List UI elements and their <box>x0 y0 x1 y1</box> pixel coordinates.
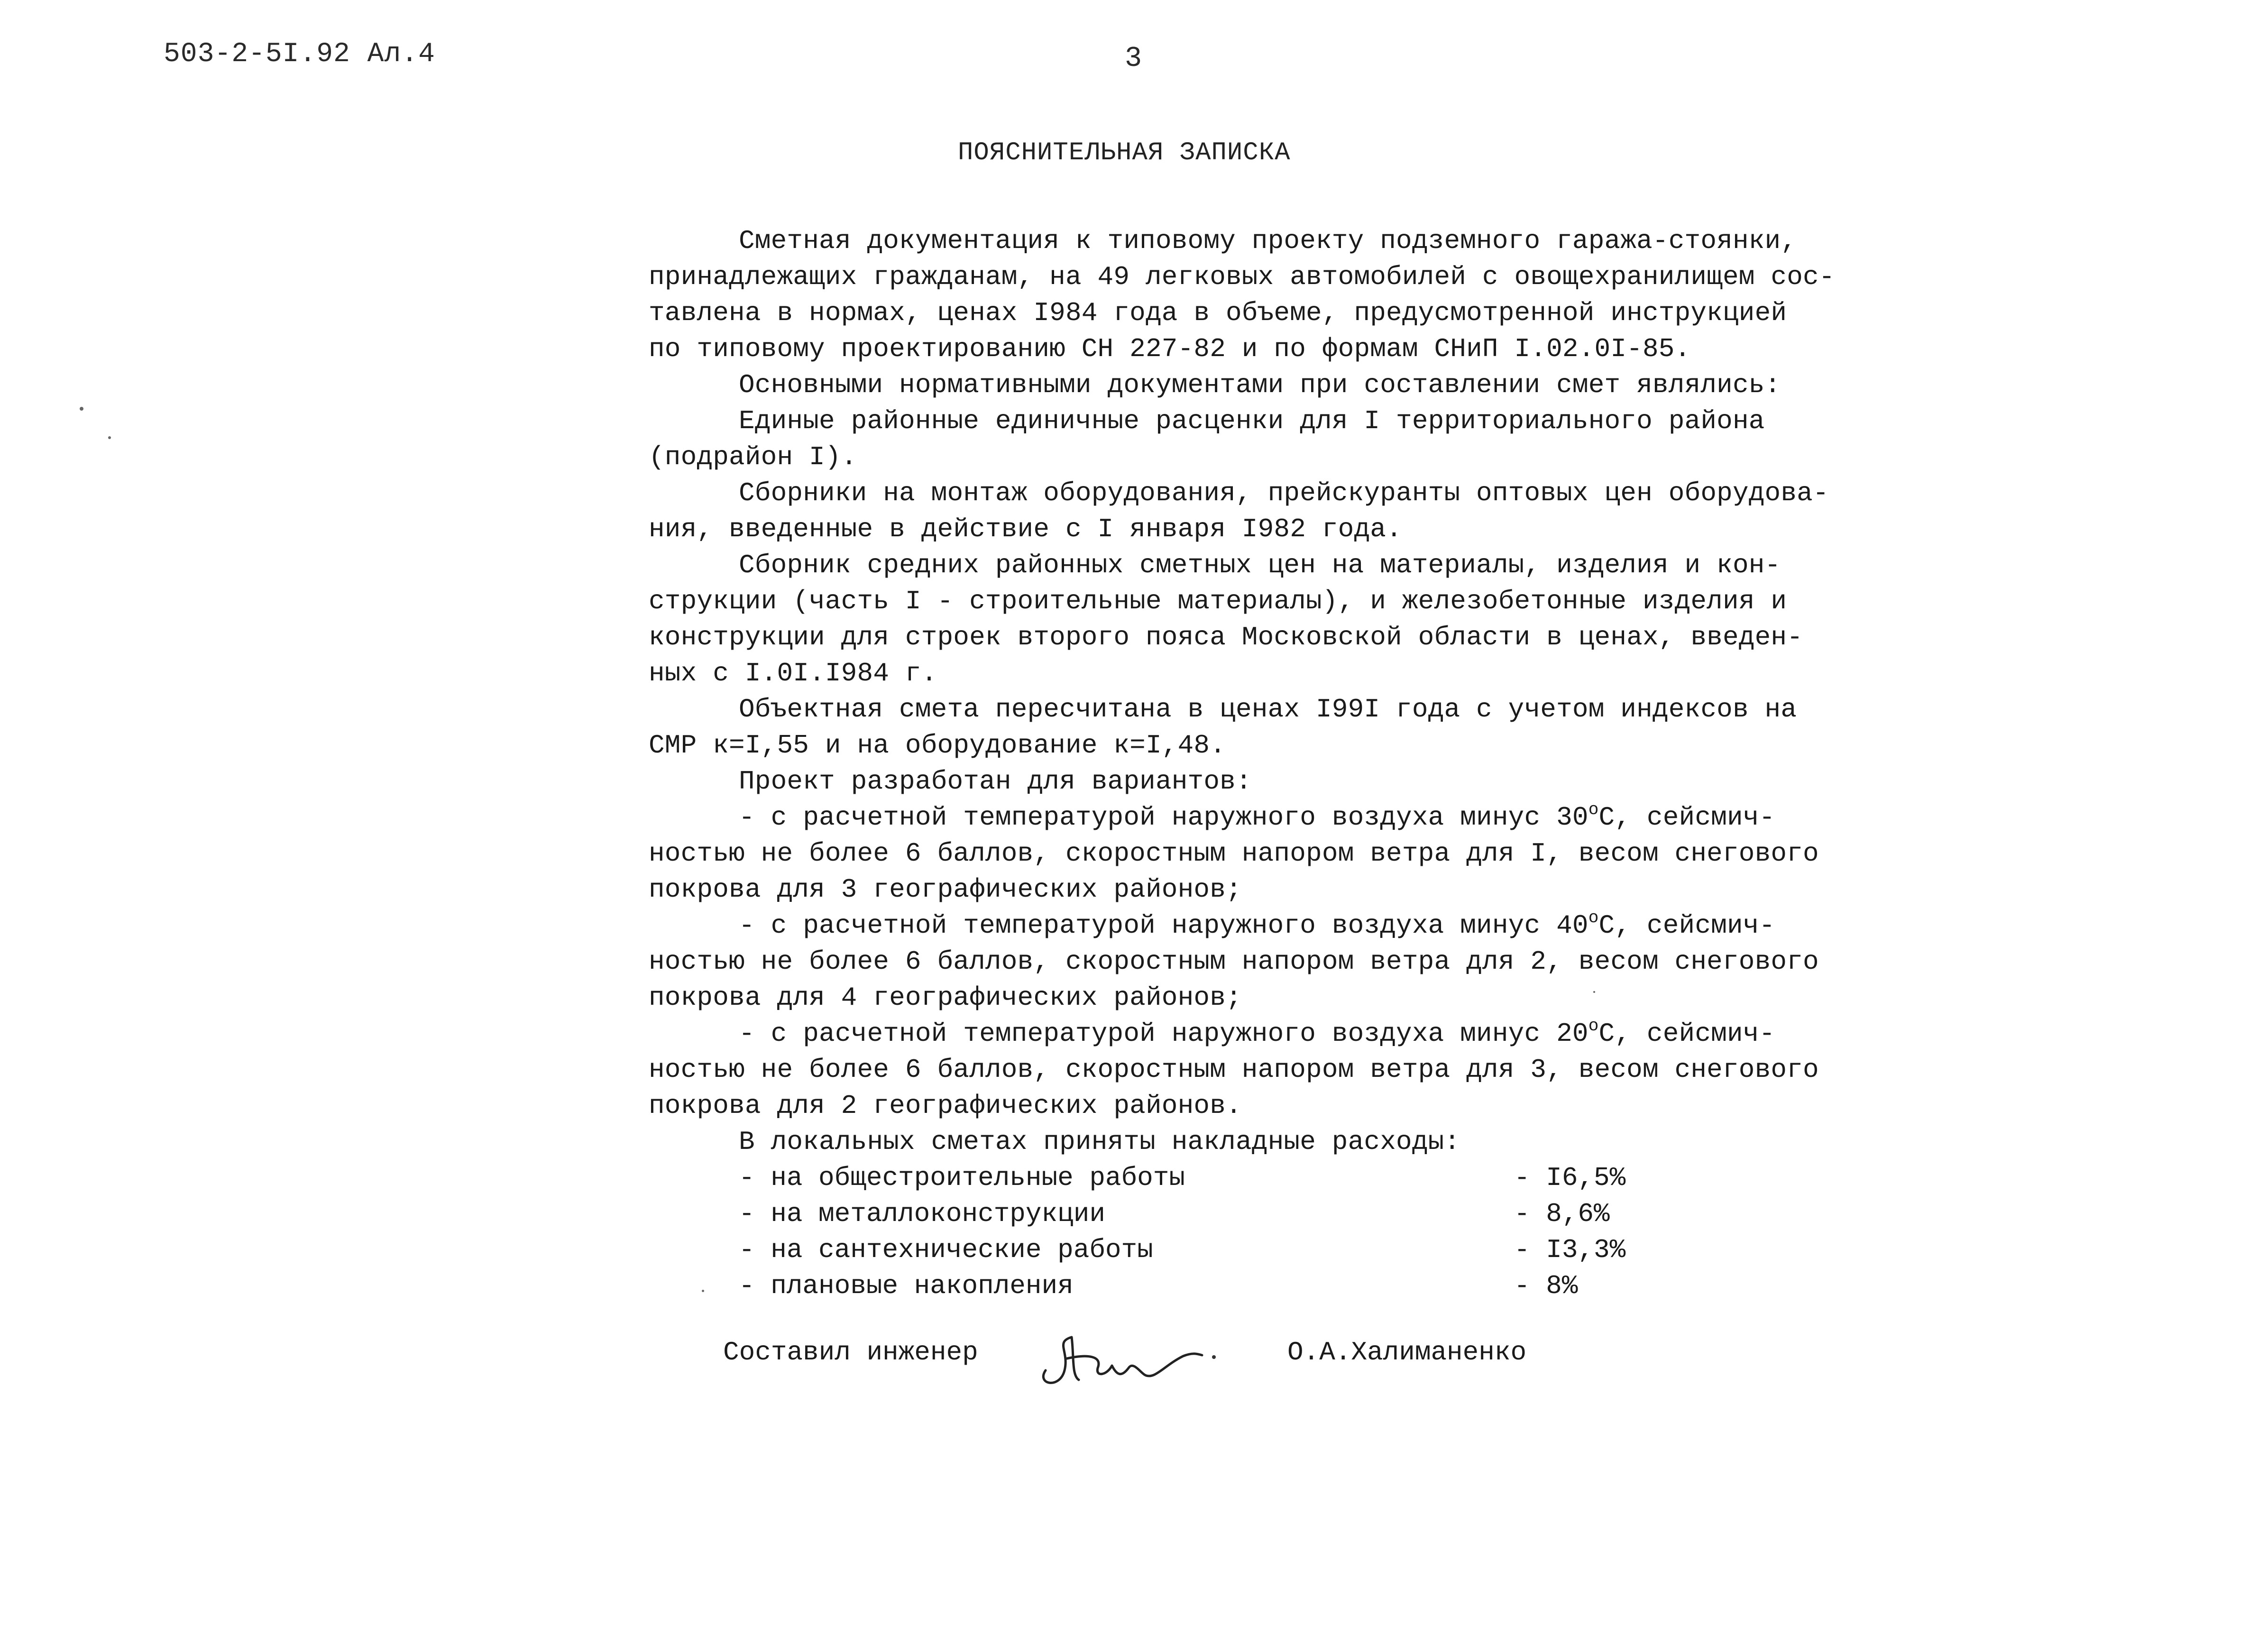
degree-mark: o <box>1588 800 1599 819</box>
paragraph-line: принадлежащих гражданам, на 49 легковых автомобилей с овощехранилищем сос- <box>649 262 1835 292</box>
overhead-row <box>649 1268 1749 1304</box>
paragraph-line: по типовому проектированию СН 227-82 и по формам СНиП I.02.0I-85. <box>649 334 1691 364</box>
scan-speck <box>108 436 111 439</box>
paragraph-line: покрова для 2 географических районов. <box>649 1091 1242 1121</box>
signature-block <box>723 1328 1577 1394</box>
overhead-value: - 8,6% <box>1514 1199 1610 1229</box>
paragraph-line: Объектная смета пересчитана в ценах I99I года с учетом индексов на <box>739 694 1797 725</box>
overhead-row <box>649 1232 1749 1268</box>
paragraph-line: конструкции для строек второго пояса Московской области в ценах, введен- <box>649 622 1803 652</box>
signatory-role: Составил инженер <box>723 1337 978 1367</box>
paragraph-line: Сборники на монтаж оборудования, прейскуранты оптовых цен оборудова- <box>739 478 1829 508</box>
document-code: 503-2-5I.92 Ал.4 <box>164 39 435 70</box>
overhead-row <box>649 1160 1749 1196</box>
explanatory-note-body <box>649 223 1835 1304</box>
degree-mark: o <box>1588 1016 1599 1036</box>
page-title: ПОЯСНИТЕЛЬНАЯ ЗАПИСКА <box>958 138 1291 167</box>
paragraph-line: Сборник средних районных сметных цен на материалы, изделия и кон- <box>739 550 1781 580</box>
paragraph-line: (подрайон I). <box>649 442 857 472</box>
variant-text: - с расчетной температурой наружного воздуха минус 40 <box>739 910 1589 941</box>
paragraph-line: покрова для 3 географических районов; <box>649 874 1242 905</box>
paragraph-line: ностью не более 6 баллов, скоростным напором ветра для I, весом снегового <box>649 838 1819 869</box>
paragraph-line: ностью не более 6 баллов, скоростным напором ветра для 3, весом снегового <box>649 1055 1819 1085</box>
variant-suffix: С, сейсмич- <box>1598 802 1775 833</box>
overhead-label: - на общестроительные работы <box>739 1163 1185 1193</box>
scan-speck <box>702 1290 704 1292</box>
overhead-label: - на металлоконструкции <box>739 1199 1105 1229</box>
paragraph-line: покрова для 4 географических районов; <box>649 982 1242 1013</box>
overhead-label: - плановые накопления <box>739 1271 1074 1301</box>
overhead-value: - I3,3% <box>1514 1235 1626 1265</box>
variant-suffix: С, сейсмич- <box>1598 910 1775 941</box>
paragraph-line: ных с I.0I.I984 г. <box>649 658 937 688</box>
variant-line <box>649 1016 1775 1052</box>
page-number: 3 <box>1125 43 1142 75</box>
overhead-value: - 8% <box>1514 1271 1578 1301</box>
handwritten-signature <box>1027 1328 1226 1394</box>
degree-mark: o <box>1588 908 1599 927</box>
variant-line <box>649 908 1775 944</box>
variant-line <box>649 799 1775 835</box>
variant-suffix: С, сейсмич- <box>1598 1019 1775 1049</box>
overhead-value: - I6,5% <box>1514 1163 1626 1193</box>
paragraph-line: Основными нормативными документами при составлении смет являлись: <box>739 370 1781 400</box>
paragraph-line: струкции (часть I - строительные материалы), и железобетонные изделия и <box>649 586 1787 616</box>
scan-speck <box>80 407 83 411</box>
variant-text: - с расчетной температурой наружного воздуха минус 20 <box>739 1019 1589 1049</box>
paragraph-line: тавлена в нормах, ценах I984 года в объеме, предусмотренной инструкцией <box>649 298 1787 328</box>
scan-speck <box>1593 991 1595 993</box>
paragraph-line: СМР к=I,55 и на оборудование к=I,48. <box>649 730 1226 761</box>
variant-text: - с расчетной температурой наружного воздуха минус 30 <box>739 802 1589 833</box>
paragraph-line: ния, введенные в действие с I января I982 года. <box>649 514 1402 544</box>
paragraph-line: В локальных сметах приняты накладные расходы: <box>739 1127 1460 1157</box>
overhead-row <box>649 1196 1749 1232</box>
paragraph-line: Проект разработан для вариантов: <box>739 766 1252 797</box>
paragraph-line: Сметная документация к типовому проекту подземного гаража-стоянки, <box>739 226 1797 256</box>
paragraph-line: ностью не более 6 баллов, скоростным напором ветра для 2, весом снегового <box>649 946 1819 977</box>
overhead-label: - на сантехнические работы <box>739 1235 1153 1265</box>
paragraph-line: Единые районные единичные расценки для I территориального района <box>739 406 1765 436</box>
signatory-name: О.А.Халиманенко <box>1287 1337 1527 1367</box>
